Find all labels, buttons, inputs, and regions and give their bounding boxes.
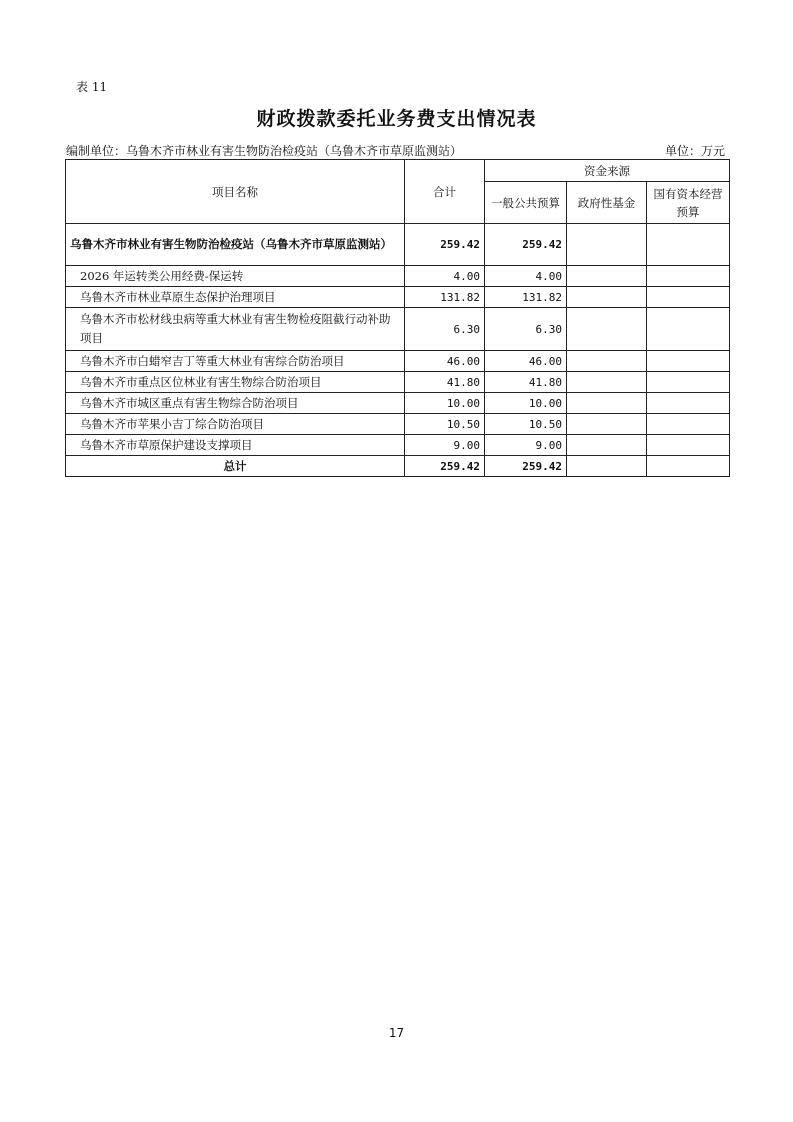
header-project-name: 项目名称 bbox=[66, 160, 405, 224]
grand-total-general-budget: 259.42 bbox=[485, 456, 567, 477]
table-row bbox=[66, 224, 730, 266]
row-state-capital bbox=[647, 224, 730, 266]
row-name: 乌鲁木齐市松材线虫病等重大林业有害生物检疫阻截行动补助项目 bbox=[66, 308, 405, 351]
row-total: 41.80 bbox=[405, 372, 485, 393]
page-number: 17 bbox=[388, 1026, 405, 1040]
row-gov-fund bbox=[567, 266, 647, 287]
row-gov-fund bbox=[567, 372, 647, 393]
row-general-budget: 46.00 bbox=[485, 351, 567, 372]
table-row bbox=[66, 266, 730, 287]
table-label: 表 11 bbox=[76, 80, 108, 94]
row-gov-fund bbox=[567, 435, 647, 456]
expenditure-table bbox=[65, 159, 730, 477]
row-name: 2026 年运转类公用经费-保运转 bbox=[66, 266, 405, 287]
row-gov-fund bbox=[567, 414, 647, 435]
row-state-capital bbox=[647, 372, 730, 393]
row-general-budget: 131.82 bbox=[485, 287, 567, 308]
header-state-capital: 国有资本经营预算 bbox=[647, 182, 730, 224]
total-row bbox=[66, 456, 730, 477]
row-total: 4.00 bbox=[405, 266, 485, 287]
row-name: 乌鲁木齐市林业有害生物防治检疫站（乌鲁木齐市草原监测站） bbox=[66, 224, 405, 266]
row-gov-fund bbox=[567, 393, 647, 414]
grand-total: 259.42 bbox=[405, 456, 485, 477]
row-name: 乌鲁木齐市苹果小吉丁综合防治项目 bbox=[66, 414, 405, 435]
row-general-budget: 41.80 bbox=[485, 372, 567, 393]
row-total: 10.50 bbox=[405, 414, 485, 435]
row-general-budget: 6.30 bbox=[485, 308, 567, 351]
row-state-capital bbox=[647, 393, 730, 414]
row-name: 乌鲁木齐市林业草原生态保护治理项目 bbox=[66, 287, 405, 308]
table-row bbox=[66, 435, 730, 456]
row-state-capital bbox=[647, 308, 730, 351]
row-total: 46.00 bbox=[405, 351, 485, 372]
page-title: 财政拨款委托业务费支出情况表 bbox=[256, 108, 537, 130]
row-total: 259.42 bbox=[405, 224, 485, 266]
compiling-unit: 编制单位：乌鲁木齐市林业有害生物防治检疫站（乌鲁木齐市草原监测站） bbox=[66, 144, 463, 158]
header-funding-source: 资金来源 bbox=[485, 160, 730, 182]
row-name: 乌鲁木齐市草原保护建设支撑项目 bbox=[66, 435, 405, 456]
row-total: 9.00 bbox=[405, 435, 485, 456]
table-row bbox=[66, 372, 730, 393]
row-state-capital bbox=[647, 435, 730, 456]
row-general-budget: 10.00 bbox=[485, 393, 567, 414]
table-row bbox=[66, 351, 730, 372]
row-general-budget: 9.00 bbox=[485, 435, 567, 456]
row-gov-fund bbox=[567, 287, 647, 308]
row-state-capital bbox=[647, 287, 730, 308]
row-total: 6.30 bbox=[405, 308, 485, 351]
row-total: 131.82 bbox=[405, 287, 485, 308]
header-gov-fund: 政府性基金 bbox=[567, 182, 647, 224]
table-row bbox=[66, 287, 730, 308]
row-state-capital bbox=[647, 414, 730, 435]
total-label: 总计 bbox=[66, 456, 405, 477]
row-gov-fund bbox=[567, 351, 647, 372]
table-row bbox=[66, 308, 730, 351]
row-general-budget: 259.42 bbox=[485, 224, 567, 266]
row-name: 乌鲁木齐市白蜡窄吉丁等重大林业有害综合防治项目 bbox=[66, 351, 405, 372]
grand-total-gov-fund bbox=[567, 456, 647, 477]
grand-total-state-capital bbox=[647, 456, 730, 477]
row-gov-fund bbox=[567, 224, 647, 266]
row-state-capital bbox=[647, 351, 730, 372]
header-general-budget: 一般公共预算 bbox=[485, 182, 567, 224]
row-general-budget: 4.00 bbox=[485, 266, 567, 287]
row-general-budget: 10.50 bbox=[485, 414, 567, 435]
row-name: 乌鲁木齐市重点区位林业有害生物综合防治项目 bbox=[66, 372, 405, 393]
table-row bbox=[66, 414, 730, 435]
currency-unit: 单位：万元 bbox=[664, 144, 725, 158]
header-total: 合计 bbox=[405, 160, 485, 224]
row-total: 10.00 bbox=[405, 393, 485, 414]
row-name: 乌鲁木齐市城区重点有害生物综合防治项目 bbox=[66, 393, 405, 414]
header-row-1 bbox=[66, 160, 730, 182]
row-state-capital bbox=[647, 266, 730, 287]
table-row bbox=[66, 393, 730, 414]
row-gov-fund bbox=[567, 308, 647, 351]
